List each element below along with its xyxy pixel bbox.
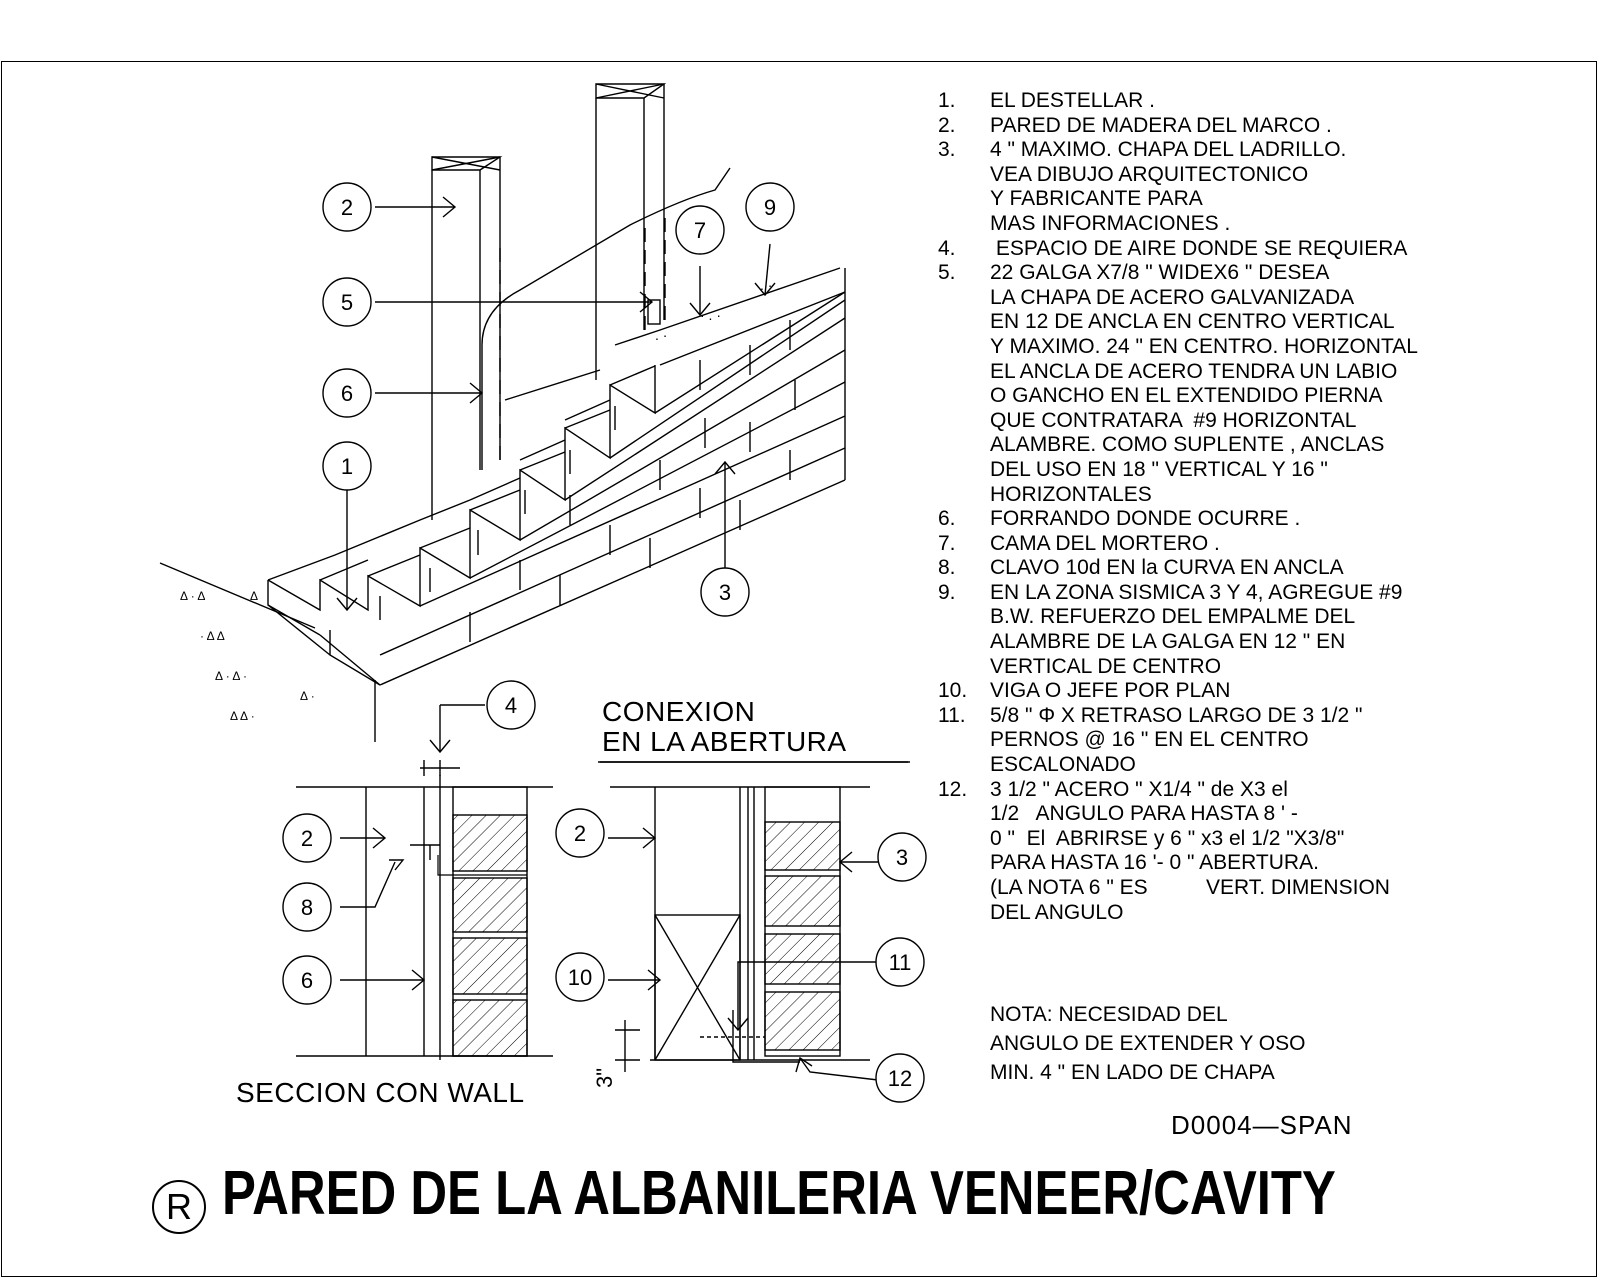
note-text: 3 1/2 " ACERO " X1/4 " de X3 el bbox=[990, 777, 1288, 801]
wood-stud-left bbox=[432, 157, 500, 520]
drawing-title: PARED DE LA ALBANILERIA VENEER/CAVITY bbox=[222, 1159, 1336, 1228]
isometric-view bbox=[160, 84, 845, 742]
note-line bbox=[938, 851, 1408, 876]
opening-section-title bbox=[602, 697, 847, 757]
svg-text:Δ Δ ·: Δ Δ · bbox=[230, 709, 255, 723]
note-text: VIGA O JEFE POR PLAN bbox=[990, 679, 1231, 703]
wall-section-title: SECCION CON WALL bbox=[236, 1077, 525, 1108]
note-text: PERNOS @ 16 " EN EL CENTRO bbox=[990, 728, 1309, 752]
note-line bbox=[938, 581, 1408, 606]
note-number bbox=[938, 433, 990, 458]
note-line bbox=[938, 507, 1408, 532]
note-text: EL DESTELLAR . bbox=[990, 89, 1155, 112]
note-line bbox=[938, 89, 1408, 114]
note-number bbox=[938, 876, 990, 901]
svg-text:Δ: Δ bbox=[250, 589, 259, 603]
note-number bbox=[938, 605, 990, 630]
note-line bbox=[938, 138, 1408, 163]
note-text: Y FABRICANTE PARA bbox=[990, 187, 1203, 211]
svg-text:3: 3 bbox=[895, 845, 909, 870]
note-number bbox=[938, 901, 990, 926]
opening-section bbox=[598, 762, 910, 1080]
note-number: 9. bbox=[938, 580, 956, 604]
note-line bbox=[938, 556, 1408, 581]
note-text: Y MAXIMO. 24 " EN CENTRO. HORIZONTAL bbox=[990, 334, 1418, 358]
note-text: EN 12 DE ANCLA EN CENTRO VERTICAL bbox=[990, 310, 1395, 334]
note-line bbox=[938, 778, 1408, 803]
note-line bbox=[938, 532, 1408, 557]
note-text: PARA HASTA 16 '- 0 " ABERTURA. bbox=[990, 851, 1319, 875]
callout-3-opening bbox=[878, 833, 926, 881]
note-number bbox=[938, 802, 990, 827]
note-text: 4 " MAXIMO. CHAPA DEL LADRILLO. bbox=[990, 138, 1347, 162]
note-text: CLAVO 10d EN la CURVA EN ANCLA bbox=[990, 556, 1344, 580]
note-line bbox=[938, 187, 1408, 212]
svg-text:2: 2 bbox=[573, 821, 587, 846]
closing-note-line: ANGULO DE EXTENDER Y OSO bbox=[990, 1032, 1306, 1055]
note-text: 1/2 ANGULO PARA HASTA 8 ' - bbox=[990, 802, 1298, 826]
note-line bbox=[938, 384, 1408, 409]
callout-6-section bbox=[283, 956, 331, 1004]
note-text: FORRANDO DONDE OCURRE . bbox=[990, 507, 1301, 531]
note-line bbox=[938, 605, 1408, 630]
note-line bbox=[938, 876, 1408, 901]
note-number bbox=[938, 335, 990, 360]
svg-text:10: 10 bbox=[567, 965, 593, 990]
svg-text:12: 12 bbox=[887, 1066, 913, 1091]
note-line bbox=[938, 704, 1408, 729]
dimension-3in: 3" bbox=[592, 1067, 617, 1088]
note-line bbox=[938, 114, 1408, 139]
svg-text:. · .: . · . bbox=[760, 277, 781, 293]
note-line bbox=[938, 728, 1408, 753]
note-line bbox=[938, 827, 1408, 852]
note-number bbox=[938, 851, 990, 876]
note-number bbox=[938, 483, 990, 508]
note-line bbox=[938, 433, 1408, 458]
svg-text:· . ·: · . · bbox=[700, 307, 721, 323]
drawing-id: D0004—SPAN bbox=[1171, 1110, 1353, 1140]
svg-text:. ·: . · bbox=[655, 327, 668, 343]
note-number bbox=[938, 728, 990, 753]
note-line bbox=[938, 310, 1408, 335]
note-text: MAS INFORMACIONES . bbox=[990, 211, 1231, 235]
note-number: 7. bbox=[938, 531, 956, 555]
note-line bbox=[938, 261, 1408, 286]
note-number: 4. bbox=[938, 236, 956, 260]
note-number bbox=[938, 163, 990, 188]
note-number: 1. bbox=[938, 89, 956, 112]
callout-9-iso bbox=[746, 183, 794, 231]
note-number: 11. bbox=[938, 703, 966, 727]
note-number bbox=[938, 753, 990, 778]
note-text: B.W. REFUERZO DEL EMPALME DEL bbox=[990, 605, 1356, 629]
callout-4-section bbox=[487, 681, 535, 729]
callout-8-section bbox=[283, 883, 331, 931]
note-text: CAMA DEL MORTERO . bbox=[990, 531, 1220, 555]
svg-text:Δ · Δ ·: Δ · Δ · bbox=[215, 669, 248, 683]
note-number: 3. bbox=[938, 138, 956, 162]
note-text: VERTICAL DE CENTRO bbox=[990, 654, 1222, 678]
svg-text:11: 11 bbox=[888, 950, 912, 975]
svg-text:5: 5 bbox=[340, 290, 354, 315]
note-text: QUE CONTRATARA #9 HORIZONTAL bbox=[990, 408, 1357, 432]
note-line bbox=[938, 630, 1408, 655]
note-line bbox=[938, 901, 1408, 926]
note-number: 8. bbox=[938, 556, 956, 580]
note-text: HORIZONTALES bbox=[990, 482, 1152, 506]
opening-title-line1: CONEXION bbox=[602, 696, 756, 727]
note-line bbox=[938, 802, 1408, 827]
note-text: ALAMBRE DE LA GALGA EN 12 " EN bbox=[990, 630, 1346, 654]
callout-6-iso bbox=[323, 369, 371, 417]
note-number bbox=[938, 409, 990, 434]
note-line bbox=[938, 286, 1408, 311]
notes-list bbox=[938, 89, 1418, 925]
callout-1-iso bbox=[323, 442, 371, 490]
note-text: (LA NOTA 6 " ES VERT. DIMENSION bbox=[990, 876, 1390, 899]
svg-text:7: 7 bbox=[693, 218, 707, 243]
callout-11-opening bbox=[876, 938, 924, 986]
closing-note-line: MIN. 4 " EN LADO DE CHAPA bbox=[990, 1061, 1275, 1084]
note-number bbox=[938, 286, 990, 311]
svg-text:1: 1 bbox=[340, 454, 354, 479]
svg-text:3: 3 bbox=[718, 580, 732, 605]
note-number: 10. bbox=[938, 679, 968, 703]
note-text: ESCALONADO bbox=[990, 753, 1136, 777]
svg-text:6: 6 bbox=[340, 381, 354, 406]
note-line bbox=[938, 753, 1408, 778]
note-number: 2. bbox=[938, 113, 956, 137]
note-line bbox=[938, 334, 1418, 360]
note-text: LA CHAPA DE ACERO GALVANIZADA bbox=[990, 285, 1355, 309]
note-line bbox=[938, 679, 1408, 704]
svg-text:6: 6 bbox=[300, 968, 314, 993]
note-number bbox=[938, 630, 990, 655]
note-number: 12. bbox=[938, 777, 968, 801]
svg-text:Δ ·: Δ · bbox=[300, 689, 315, 703]
note-text: EN LA ZONA SISMICA 3 Y 4, AGREGUE #9 bbox=[990, 580, 1403, 604]
note-number: 5. bbox=[938, 261, 956, 285]
note-line bbox=[938, 360, 1408, 385]
note-text: EL ANCLA DE ACERO TENDRA UN LABIO bbox=[990, 359, 1398, 383]
note-number bbox=[938, 310, 990, 335]
note-number: 6. bbox=[938, 507, 956, 531]
note-text: O GANCHO EN EL EXTENDIDO PIERNA bbox=[990, 384, 1383, 408]
svg-text:Δ · Δ: Δ · Δ bbox=[180, 589, 206, 603]
callout-2-opening bbox=[556, 809, 604, 857]
note-number bbox=[938, 384, 990, 409]
note-text: 0 " El ABRIRSE y 6 " x3 el 1/2 "X3/8" bbox=[990, 826, 1345, 850]
note-text: PARED DE MADERA DEL MARCO . bbox=[990, 113, 1332, 137]
note-number bbox=[938, 187, 990, 212]
callout-10-opening bbox=[556, 953, 604, 1001]
note-text: ALAMBRE. COMO SUPLENTE , ANCLAS bbox=[990, 433, 1385, 457]
note-text: DEL ANGULO bbox=[990, 900, 1124, 924]
closing-note-line: NOTA: NECESIDAD DEL bbox=[990, 1003, 1228, 1026]
note-number bbox=[938, 827, 990, 852]
note-text: 22 GALGA X7/8 " WIDEX6 " DESEA bbox=[990, 261, 1330, 285]
svg-text:8: 8 bbox=[300, 895, 314, 920]
callout-3-iso bbox=[701, 568, 749, 616]
callout-12-opening bbox=[876, 1054, 924, 1102]
svg-text:9: 9 bbox=[763, 195, 777, 220]
callout-5-iso bbox=[323, 278, 371, 326]
note-number bbox=[938, 360, 990, 385]
note-text: VEA DIBUJO ARQUITECTONICO bbox=[990, 162, 1309, 186]
callout-2-iso bbox=[323, 183, 371, 231]
callout-2-section bbox=[283, 814, 331, 862]
note-number bbox=[938, 655, 990, 680]
note-line bbox=[938, 237, 1408, 262]
closing-note bbox=[990, 1000, 1305, 1087]
svg-text:2: 2 bbox=[300, 826, 314, 851]
svg-text:· Δ Δ: · Δ Δ bbox=[200, 629, 225, 643]
note-text: ESPACIO DE AIRE DONDE SE REQUIERA bbox=[990, 236, 1408, 260]
note-line bbox=[938, 458, 1408, 483]
note-text: DEL USO EN 18 " VERTICAL Y 16 " bbox=[990, 457, 1328, 481]
svg-text:2: 2 bbox=[340, 195, 354, 220]
opening-title-line2: EN LA ABERTURA bbox=[602, 726, 847, 757]
callout-7-iso bbox=[676, 206, 724, 254]
wood-stud-right bbox=[596, 84, 664, 380]
note-number bbox=[938, 212, 990, 237]
wall-section bbox=[296, 705, 553, 1060]
note-line bbox=[938, 655, 1408, 680]
svg-text:4: 4 bbox=[504, 693, 518, 718]
note-line bbox=[938, 163, 1408, 188]
note-line bbox=[938, 409, 1408, 434]
revision-mark: R bbox=[152, 1180, 206, 1234]
note-line bbox=[938, 212, 1408, 237]
note-text: 5/8 " Φ X RETRASO LARGO DE 3 1/2 " bbox=[990, 703, 1363, 727]
iso-leaders bbox=[337, 197, 775, 610]
note-line bbox=[938, 483, 1408, 508]
note-number bbox=[938, 458, 990, 483]
